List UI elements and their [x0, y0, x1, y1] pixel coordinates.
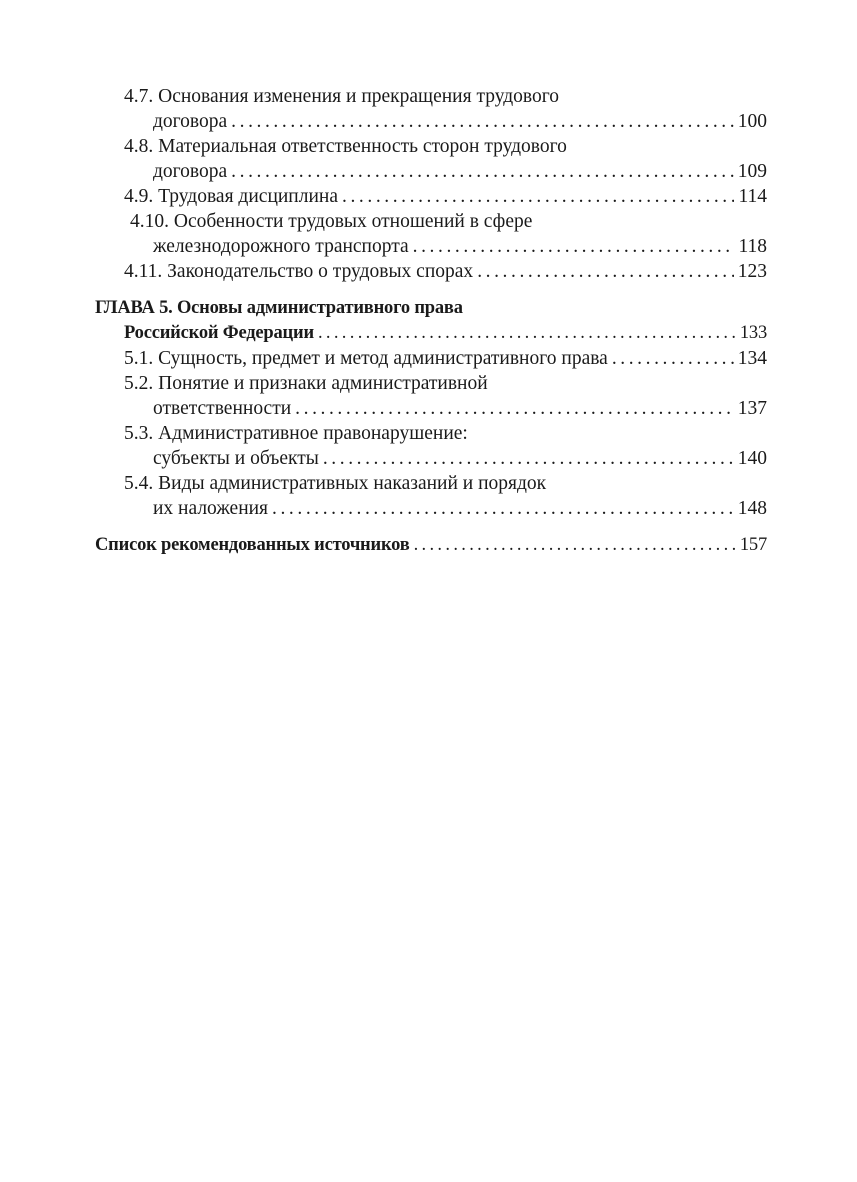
references-heading: Список рекомендованных источников [95, 535, 410, 555]
page-number: 157 [739, 535, 767, 555]
spacer [95, 521, 767, 533]
toc-entry-title: 5.3. Административное правонарушение: [124, 423, 468, 444]
toc-entry-title-continued: договора [153, 161, 228, 182]
page-number: 123 [737, 261, 767, 282]
toc-entry-title-continued: договора [153, 111, 228, 132]
toc-entry-4-8-continuation [95, 159, 767, 184]
toc-entry-5-2-title [95, 371, 767, 396]
toc-entry-title: 5.1. Сущность, предмет и метод административного права [124, 348, 608, 369]
toc-entry-title: 4.10. Особенности трудовых отношений в сфере [130, 211, 533, 232]
toc-entry-title: 4.7. Основания изменения и прекращения трудового [124, 86, 559, 107]
toc-entry-4-10-title [95, 209, 767, 234]
dot-leader [413, 234, 735, 259]
toc-entry-4-10-continuation [95, 234, 767, 259]
page-number: 137 [737, 398, 767, 419]
page-number: 134 [737, 348, 767, 369]
toc-entry-title-continued: их наложения [153, 498, 269, 519]
dot-leader [318, 321, 736, 346]
toc-entry-title-continued: ответственности [153, 398, 292, 419]
dot-leader [295, 396, 734, 421]
page-number: 114 [738, 186, 767, 207]
page-number: 133 [739, 323, 767, 343]
toc-entry-5-3-continuation [95, 446, 767, 471]
toc-entry-4-7-continuation [95, 109, 767, 134]
toc-entry-title-continued: субъекты и объекты [153, 448, 319, 469]
toc-entry-title: 4.8. Материальная ответственность сторон трудового [124, 136, 567, 157]
dot-leader [231, 159, 734, 184]
toc-entry-5-2-continuation [95, 396, 767, 421]
chapter-heading-continued: Российской Федерации [124, 323, 314, 343]
spacer [95, 284, 767, 296]
dot-leader [612, 346, 734, 371]
toc-entry-5-4-continuation [95, 496, 767, 521]
toc-entry-4-11 [95, 259, 767, 284]
page-number: 118 [738, 236, 767, 257]
chapter-heading: ГЛАВА 5. Основы административного права [95, 298, 463, 318]
dot-leader [323, 446, 734, 471]
toc-chapter-5-title [95, 296, 767, 321]
page-number: 148 [737, 498, 767, 519]
toc-entry-4-8-title [95, 134, 767, 159]
toc-references [95, 533, 767, 558]
dot-leader [272, 496, 734, 521]
toc-entry-title-continued: железнодорожного транспорта [153, 236, 409, 257]
page-number: 100 [737, 111, 767, 132]
toc-entry-title: 4.9. Трудовая дисциплина [124, 186, 339, 207]
toc-entry-5-1 [95, 346, 767, 371]
toc-entry-4-9 [95, 184, 767, 209]
dot-leader [414, 533, 736, 558]
toc-entry-4-7-title [95, 84, 767, 109]
toc-entry-5-3-title [95, 421, 767, 446]
dot-leader [477, 259, 734, 284]
toc-entry-title: 5.4. Виды административных наказаний и порядок [124, 473, 547, 494]
page-number: 140 [737, 448, 767, 469]
dot-leader [231, 109, 734, 134]
dot-leader [342, 184, 734, 209]
toc-entry-5-4-title [95, 471, 767, 496]
toc-entry-title: 4.11. Законодательство о трудовых спорах [124, 261, 474, 282]
table-of-contents [95, 84, 767, 558]
toc-entry-title: 5.2. Понятие и признаки административной [124, 373, 488, 394]
toc-chapter-5-continuation [95, 321, 767, 346]
page-number: 109 [737, 161, 767, 182]
